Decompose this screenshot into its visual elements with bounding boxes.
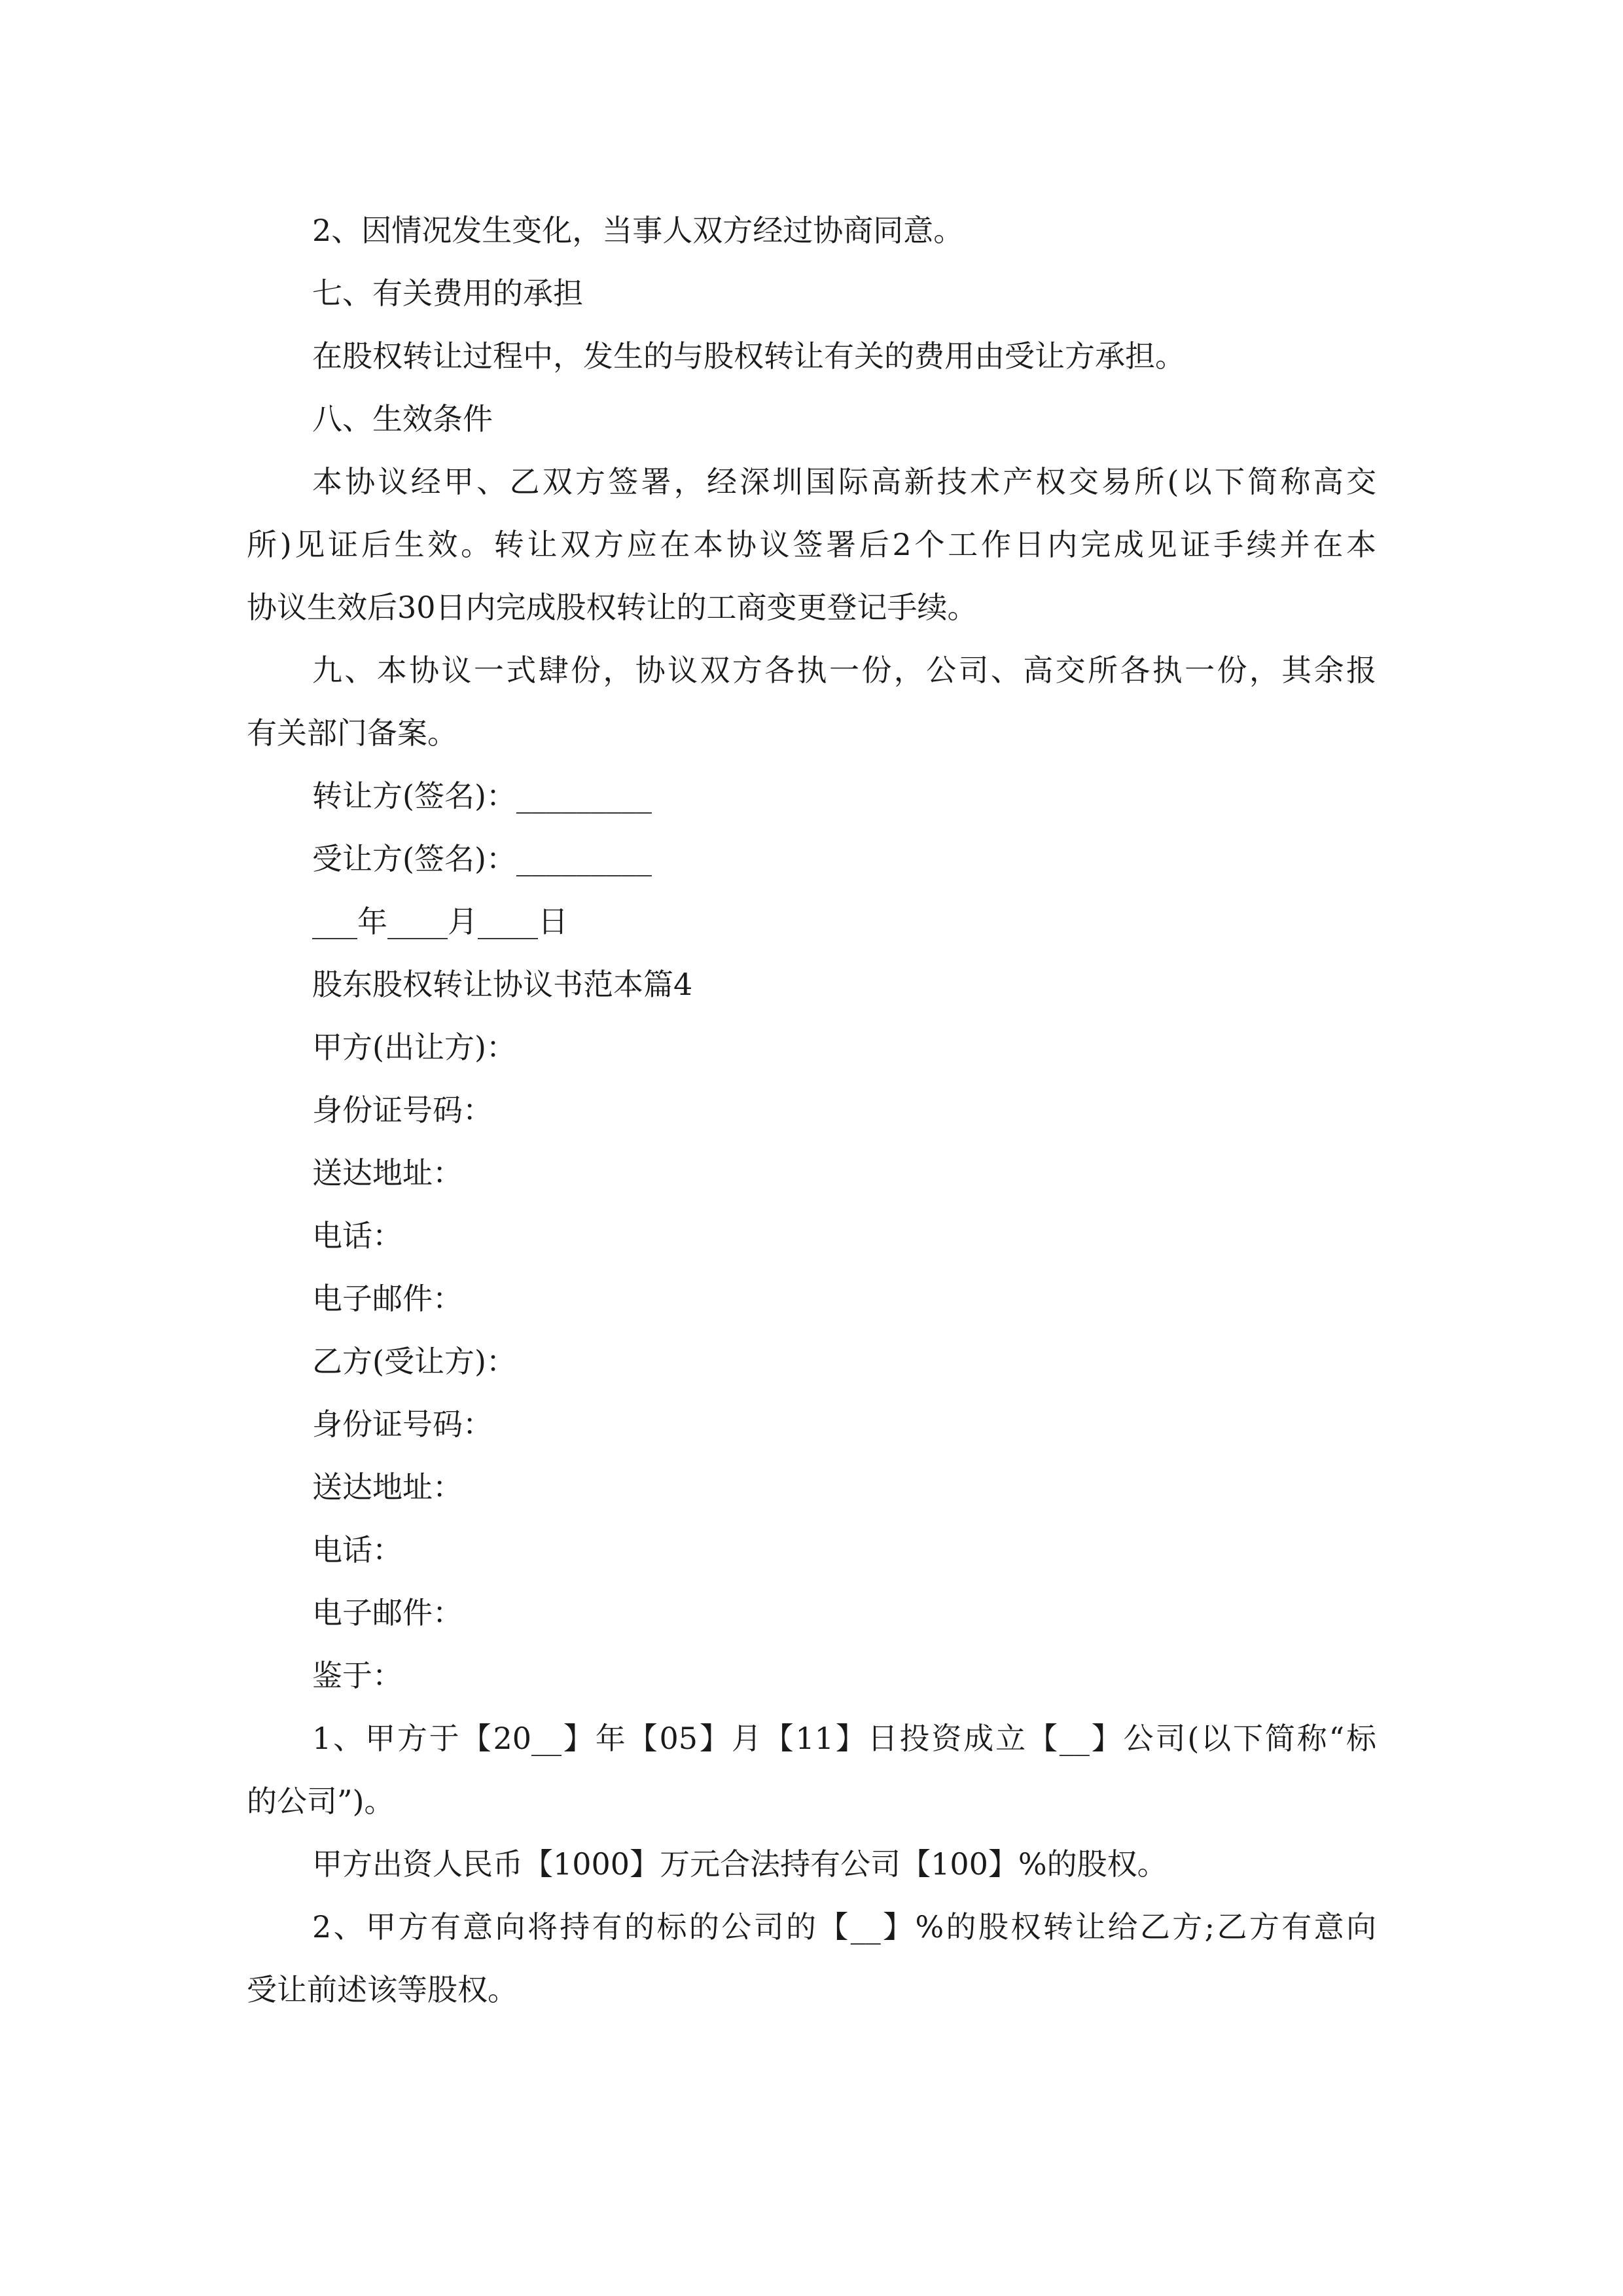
section-8-text-line-1: 本协议经甲、乙双方签署，经深圳国际高新技术产权交易所(以下简称高交 — [312, 464, 1376, 499]
party-a-id-label: 身份证号码： — [312, 1092, 493, 1128]
capital-contribution-line: 甲方出资人民币【1000】万元合法持有公司【100】%的股权。 — [312, 1846, 1168, 1882]
party-a-phone-label: 电话： — [312, 1218, 402, 1253]
party-b-phone-label: 电话： — [312, 1532, 402, 1568]
party-a-email-label: 电子邮件： — [312, 1281, 463, 1316]
whereas-1-line-2: 的公司”)。 — [247, 1784, 395, 1819]
section-8-heading: 八、生效条件 — [312, 401, 493, 437]
section-8-text-line-3: 协议生效后30日内完成股权转让的工商变更登记手续。 — [247, 590, 978, 625]
party-b-address-label: 送达地址： — [312, 1469, 463, 1505]
whereas-1-line-1: 1、甲方于【20__】年【05】月【11】日投资成立【__】公司(以下简称“标 — [312, 1721, 1376, 1756]
party-b-id-label: 身份证号码： — [312, 1407, 493, 1442]
section-7-text: 在股权转让过程中，发生的与股权转让有关的费用由受让方承担。 — [312, 338, 1185, 374]
whereas-2-line-2: 受让前述该等股权。 — [247, 1972, 518, 2007]
party-a-label: 甲方(出让方)： — [312, 1030, 516, 1065]
transferee-signature-line: 受让方(签名)：_________ — [312, 841, 652, 876]
date-line: ___年____月____日 — [312, 904, 568, 939]
section-7-heading: 七、有关费用的承担 — [312, 276, 583, 311]
whereas-2-line-1: 2、甲方有意向将持有的标的公司的【__】%的股权转让给乙方;乙方有意向 — [312, 1909, 1376, 1945]
template-4-title: 股东股权转让协议书范本篇4 — [312, 967, 693, 1002]
whereas-label: 鉴于： — [312, 1658, 402, 1693]
clause-2-change-line: 2、因情况发生变化，当事人双方经过协商同意。 — [312, 213, 964, 248]
section-8-text-line-2: 所)见证后生效。转让双方应在本协议签署后2个工作日内完成见证手续并在本 — [247, 527, 1376, 562]
section-9-text-line-1: 九、本协议一式肆份，协议双方各执一份，公司、高交所各执一份，其余报 — [312, 653, 1376, 688]
party-b-label: 乙方(受让方)： — [312, 1344, 516, 1379]
party-a-address-label: 送达地址： — [312, 1155, 463, 1191]
party-b-email-label: 电子邮件： — [312, 1595, 463, 1630]
transferor-signature-line: 转让方(签名)：_________ — [312, 778, 652, 814]
section-9-text-line-2: 有关部门备案。 — [247, 715, 457, 751]
